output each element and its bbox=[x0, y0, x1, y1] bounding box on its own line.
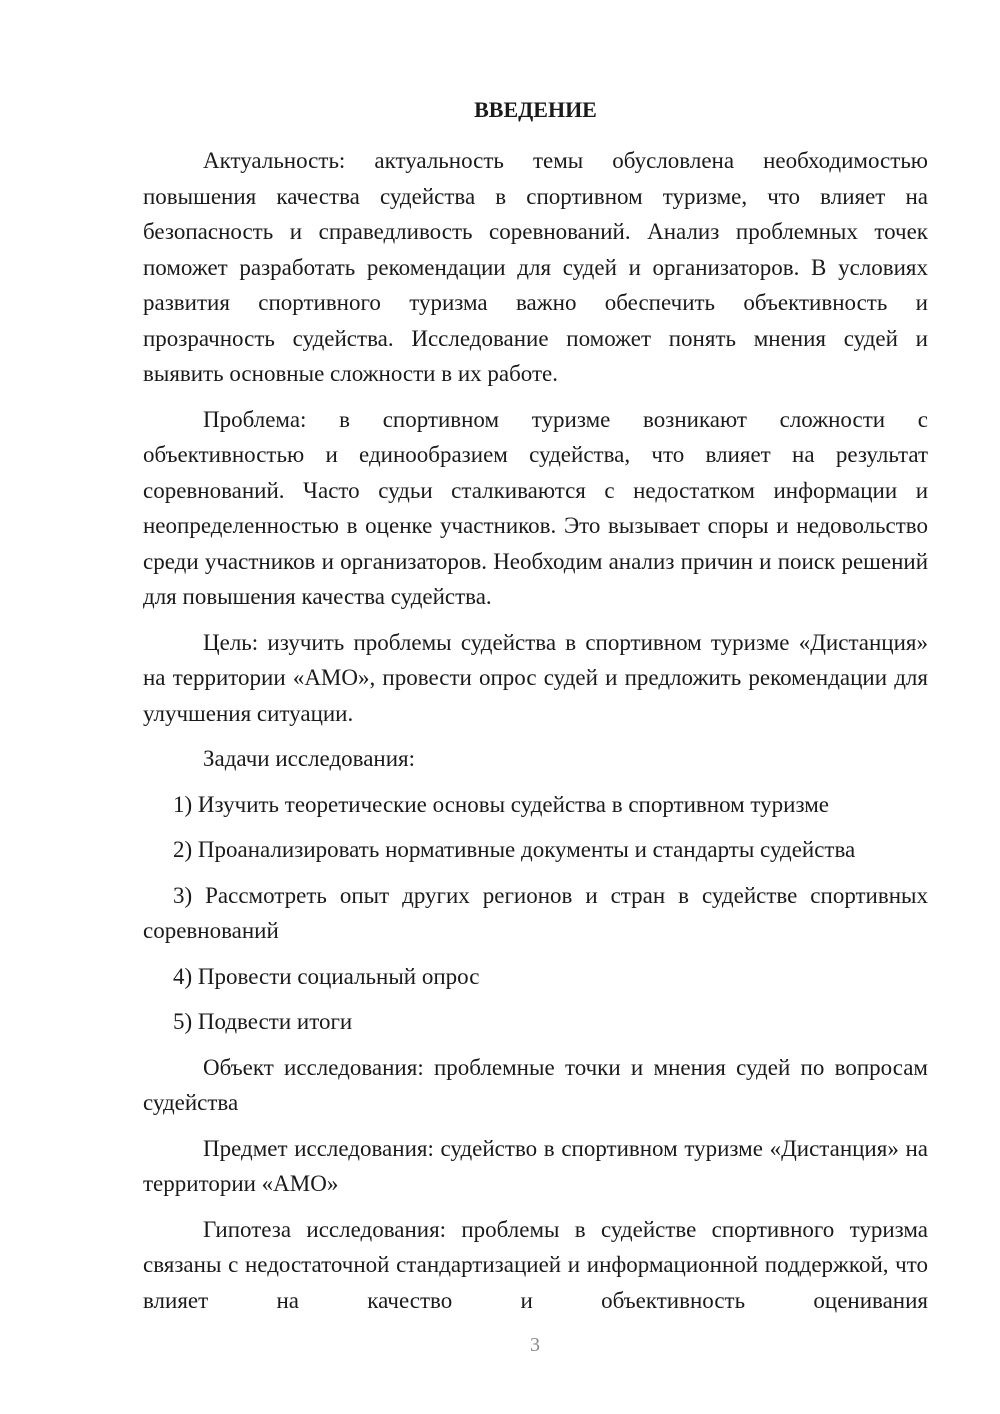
page-content bbox=[143, 90, 928, 1318]
subject-paragraph: Предмет исследования: судейство в спортивном туризме «Дистанция» на территории «АМО» bbox=[143, 1135, 928, 1196]
page-title: ВВЕДЕНИЕ bbox=[474, 97, 597, 122]
problem-paragraph: Проблема: в спортивном туризме возникают сложности с объективностью и единообразием судейства, что влияет на результат соревнований. Часто судьи сталкиваются с недостатком информации и неопределенностью в оценке участников. Это вызывает споры и недовольство среди участников и организаторов. Необходим анализ причин и поиск решений для повышения качества судейства. bbox=[143, 406, 928, 609]
task-item-5: 5) Подвести итоги bbox=[173, 1009, 353, 1034]
object-paragraph: Объект исследования: проблемные точки и мнения судей по вопросам судейства bbox=[143, 1054, 928, 1115]
goal-paragraph: Цель: изучить проблемы судейства в спортивном туризме «Дистанция» на территории «АМО», провести опрос судей и предложить рекомендации для улучшения ситуации. bbox=[143, 629, 928, 726]
page-number: 3 bbox=[530, 1334, 540, 1356]
hypothesis-paragraph: Гипотеза исследования: проблемы в судействе спортивного туризма связаны с недостаточной стандартизацией и информационной поддержкой, что влияет на качество и объективность оценивания bbox=[143, 1216, 928, 1313]
task-item-2: 2) Проанализировать нормативные документы и стандарты судейства bbox=[173, 837, 856, 862]
task-item-4: 4) Провести социальный опрос bbox=[173, 963, 480, 989]
task-item-3: 3) Рассмотреть опыт других регионов и стран в судействе спортивных соревнований bbox=[143, 882, 928, 943]
tasks-heading: Задачи исследования: bbox=[203, 746, 416, 771]
task-item-1: 1) Изучить теоретические основы судейства в спортивном туризме bbox=[173, 791, 830, 817]
relevance-paragraph: Актуальность: актуальность темы обусловлена необходимостью повышения качества судейства в спортивном туризме, что влияет на безопасность и справедливость соревнований. Анализ проблемных точек поможет разработать рекомендации для судей и организаторов. В условиях развития спортивного туризма важно обеспечить объективность и прозрачность судейства. Исследование поможет понять мнения судей и выявить основные сложности в их работе. bbox=[143, 148, 928, 386]
